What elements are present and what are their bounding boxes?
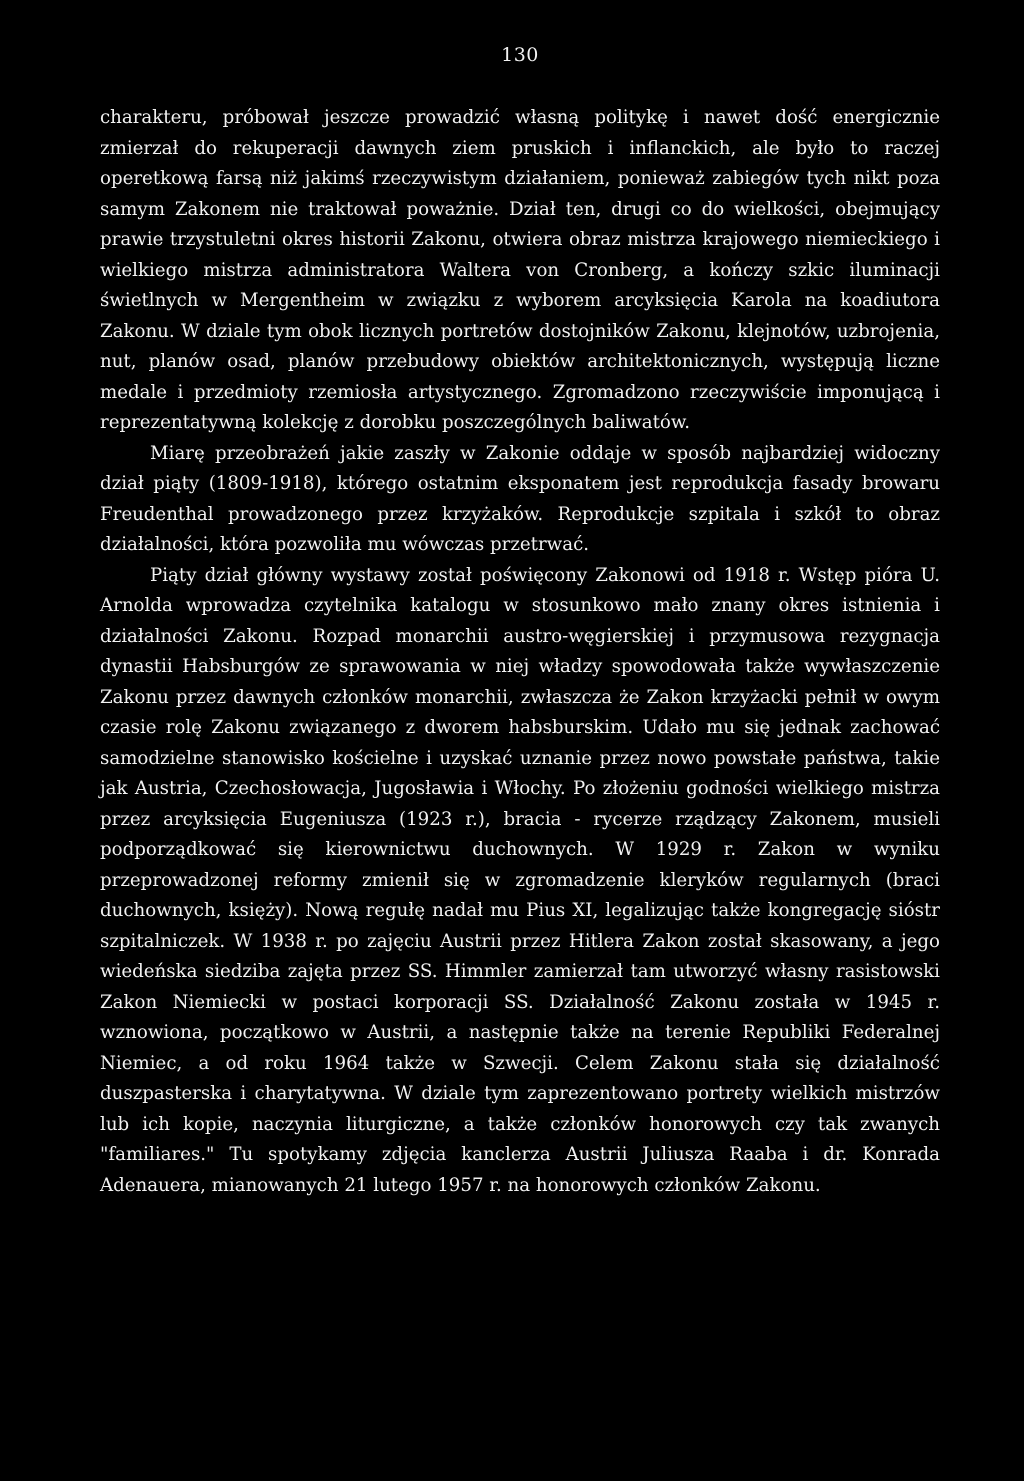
- page-number: 130: [501, 44, 539, 66]
- paragraph-3: Piąty dział główny wystawy został poświęcony Zakonowi od 1918 r. Wstęp pióra U. Arnolda wprowadza czytelnika katalogu w stosunkowo mało znany okres istnienia i działalności Zakonu. Rozpad monarchii austro-węgierskiej i przymusowa rezygnacja dynastii Habsburgów ze sprawowania w niej władzy spowodowała także wywłaszczenie Zakonu przez dawnych członków monarchii, zwłaszcza że Zakon krzyżacki pełnił w owym czasie rolę Zakonu związanego z dworem habsburskim. Udało mu się jednak zachować samodzielne stanowisko kościelne i uzyskać uznanie przez nowo powstałe państwa, takie jak Austria, Czechosłowacja, Jugosławia i Włochy. Po złożeniu godności wielkiego mistrza przez arcyksięcia Eugeniusza (1923 r.), bracia - rycerze rządzący Zakonem, musieli podporządkować się kierownictwu duchownych. W 1929 r. Zakon w wyniku przeprowadzonej reformy zmienił się w zgromadzenie kleryków regularnych (braci duchownych, księży). Nową regułę nadał mu Pius XI, legalizując także kongregację sióstr szpitalniczek. W 1938 r. po zajęciu Austrii przez Hitlera Zakon został skasowany, a jego wiedeńska siedziba zajęta przez SS. Himmler zamierzał tam utworzyć własny rasistowski Zakon Niemiecki w postaci korporacji SS. Działalność Zakonu została w 1945 r. wznowiona, początkowo w Austrii, a następnie także na terenie Republiki Federalnej Niemiec, a od roku 1964 także w Szwecji. Celem Zakonu stała się działalność duszpasterska i charytatywna. W dziale tym zaprezentowano portrety wielkich mistrzów lub ich kopie, naczynia liturgiczne, a także członków honorowych czy tak zwanych "familiares." Tu spotykamy zdjęcia kanclerza Austrii Juliusza Raaba i dr. Konrada Adenauera, mianowanych 21 lutego 1957 r. na honorowych członków Zakonu.: [100, 564, 940, 1196]
- paragraph-1: charakteru, próbował jeszcze prowadzić własną politykę i nawet dość energicznie zmierzał do rekuperacji dawnych ziem pruskich i inflanckich, ale było to raczej operetkową farsą niż jakimś rzeczywistym działaniem, ponieważ zabiegów tych nikt poza samym Zakonem nie traktował poważnie. Dział ten, drugi co do wielkości, obejmujący prawie trzystuletni okres historii Zakonu, otwiera obraz mistrza krajowego niemieckiego i wielkiego mistrza administratora Waltera von Cronberg, a kończy szkic iluminacji świetlnych w Mergentheim w związku z wyborem arcyksięcia Karola na koadiutora Zakonu. W dziale tym obok licznych portretów dostojników Zakonu, klejnotów, uzbrojenia, nut, planów osad, planów przebudowy obiektów architektonicznych, występują liczne medale i przedmioty rzemiosła artystycznego. Zgromadzono rzeczywiście imponującą i reprezentatywną kolekcję z dorobku poszczególnych baliwatów.: [100, 107, 940, 433]
- body-text: [100, 103, 940, 1201]
- paragraph-2: Miarę przeobrażeń jakie zaszły w Zakonie oddaje w sposób najbardziej widoczny dział piąty (1809-1918), którego ostatnim eksponatem jest reprodukcja fasady browaru Freudenthal prowadzonego przez krzyżaków. Reprodukcje szpitala i szkół to obraz działalności, która pozwoliła mu wówczas przetrwać.: [100, 442, 940, 555]
